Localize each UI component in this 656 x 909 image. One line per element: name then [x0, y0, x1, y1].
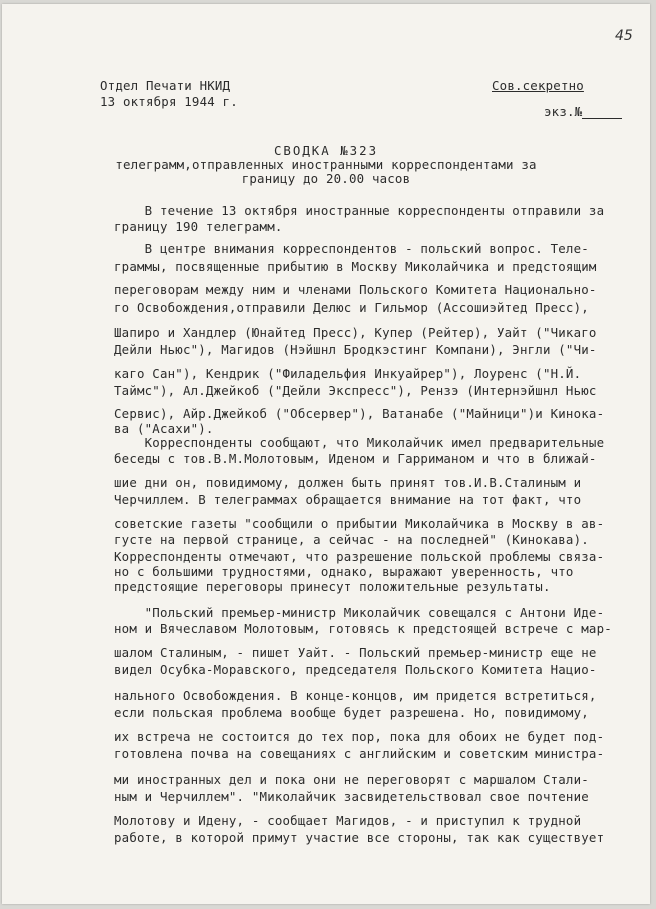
- text-line: каго Сан"), Кендрик ("Филадельфия Инкуайрер"), Лоуренс ("Н.Й.: [114, 366, 582, 381]
- subtitle-line: границу до 20.00 часов: [241, 171, 411, 186]
- text-line: беседы с тов.В.М.Молотовым, Иденом и Гарриманом и что в ближай-: [114, 451, 597, 466]
- document-subtitle: [2, 158, 650, 186]
- text-line: советские газеты "сообщили о прибытии Миколайчика в Москву в ав-: [114, 516, 605, 531]
- text-line: граммы, посвященные прибытию в Москву Миколайчика и предстоящим: [114, 259, 597, 274]
- text-line: Дейли Ньюс"), Магидов (Нэйшнл Бродкэстинг Компани), Энгли ("Чи-: [114, 342, 597, 357]
- paragraph: [114, 435, 634, 548]
- text-line: переговорам между ним и членами Польского Комитета Национально-: [114, 282, 597, 297]
- header-left: [100, 78, 238, 110]
- text-line: готовлена почва на совещаниях с английским и советским министра-: [114, 746, 605, 761]
- text-line: работе, в которой примут участие все стороны, так как существует: [114, 830, 605, 845]
- document-title: СВОДКА №323: [273, 143, 379, 158]
- text-line: Шапиро и Хандлер (Юнайтед Пресс), Купер (Рейтер), Уайт ("Чикаго: [114, 325, 597, 340]
- text-line: ным и Черчиллем". "Миколайчик засвидетельствовал свое почтение: [114, 789, 589, 804]
- copy-number: [544, 104, 622, 119]
- paragraph: [114, 203, 634, 235]
- text-line: "Польский премьер-министр Миколайчик совещался с Антони Иде-: [114, 605, 605, 620]
- text-line: шалом Сталиным, - пишет Уайт. - Польский премьер-министр еще не: [114, 645, 597, 660]
- copy-label: экз.№: [544, 104, 583, 119]
- text-line: ва ("Асахи").: [114, 421, 214, 436]
- text-line: границу 190 телеграмм.: [114, 219, 283, 234]
- text-line: Молотову и Идену, - сообщает Магидов, - и приступил к трудной: [114, 813, 582, 828]
- text-line: Черчиллем. В телеграммах обращается внимание на тот факт, что: [114, 492, 582, 507]
- classification-stamp: Сов.секретно: [492, 78, 584, 93]
- page-number: 45: [615, 28, 633, 44]
- copy-number-blank: [582, 106, 622, 119]
- text-line: шие дни он, повидимому, должен быть принят тов.И.В.Сталиным и: [114, 475, 582, 490]
- document-date: 13 октября 1944 г.: [100, 94, 238, 109]
- text-line: но с большими трудностями, однако, выражают уверенность, что: [114, 564, 574, 579]
- text-line: Корреспонденты отмечают, что разрешение польской проблемы связа-: [114, 549, 605, 564]
- text-line: ми иностранных дел и пока они не переговорят с маршалом Стали-: [114, 772, 589, 787]
- paragraph: [114, 549, 634, 594]
- text-line: го Освобождения,отправили Делюс и Гильмор (Ассошиэйтед Пресс),: [114, 300, 589, 315]
- paragraph: [114, 241, 634, 437]
- department-name: Отдел Печати НКИД: [100, 78, 231, 93]
- text-line: предстоящие переговоры принесут положительные результаты.: [114, 579, 551, 594]
- text-line: Таймс"), Ал.Джейкоб ("Дейли Экспресс"), Рензэ (Интернэйшнл Ньюс: [114, 383, 597, 398]
- text-line: Сервис), Айр.Джейкоб ("Обсервер"), Ватанабе ("Майници")и Кинока-: [114, 406, 605, 421]
- text-line: густе на первой странице, а сейчас - на последней" (Кинокава).: [114, 532, 589, 547]
- text-line: В центре внимания корреспондентов - польский вопрос. Теле-: [114, 241, 589, 256]
- text-line: ном и Вячеславом Молотовым, готовясь к предстоящей встрече с мар-: [114, 621, 612, 636]
- text-line: нального Освобождения. В конце-концов, им придется встретиться,: [114, 688, 597, 703]
- text-line: видел Осубка-Моравского, председателя Польского Комитета Нацио-: [114, 662, 597, 677]
- text-line: если польская проблема вообще будет разрешена. Но, повидимому,: [114, 705, 589, 720]
- text-line: Корреспонденты сообщают, что Миколайчик имел предварительные: [114, 435, 605, 450]
- subtitle-line: телеграмм,отправленных иностранными корреспондентами за: [115, 157, 537, 172]
- paragraph: [114, 605, 634, 846]
- text-line: их встреча не состоится до тех пор, пока для обоих не будет под-: [114, 729, 605, 744]
- text-line: В течение 13 октября иностранные корреспонденты отправили за: [114, 203, 605, 218]
- header-right: [492, 78, 584, 94]
- document-page: [2, 4, 650, 904]
